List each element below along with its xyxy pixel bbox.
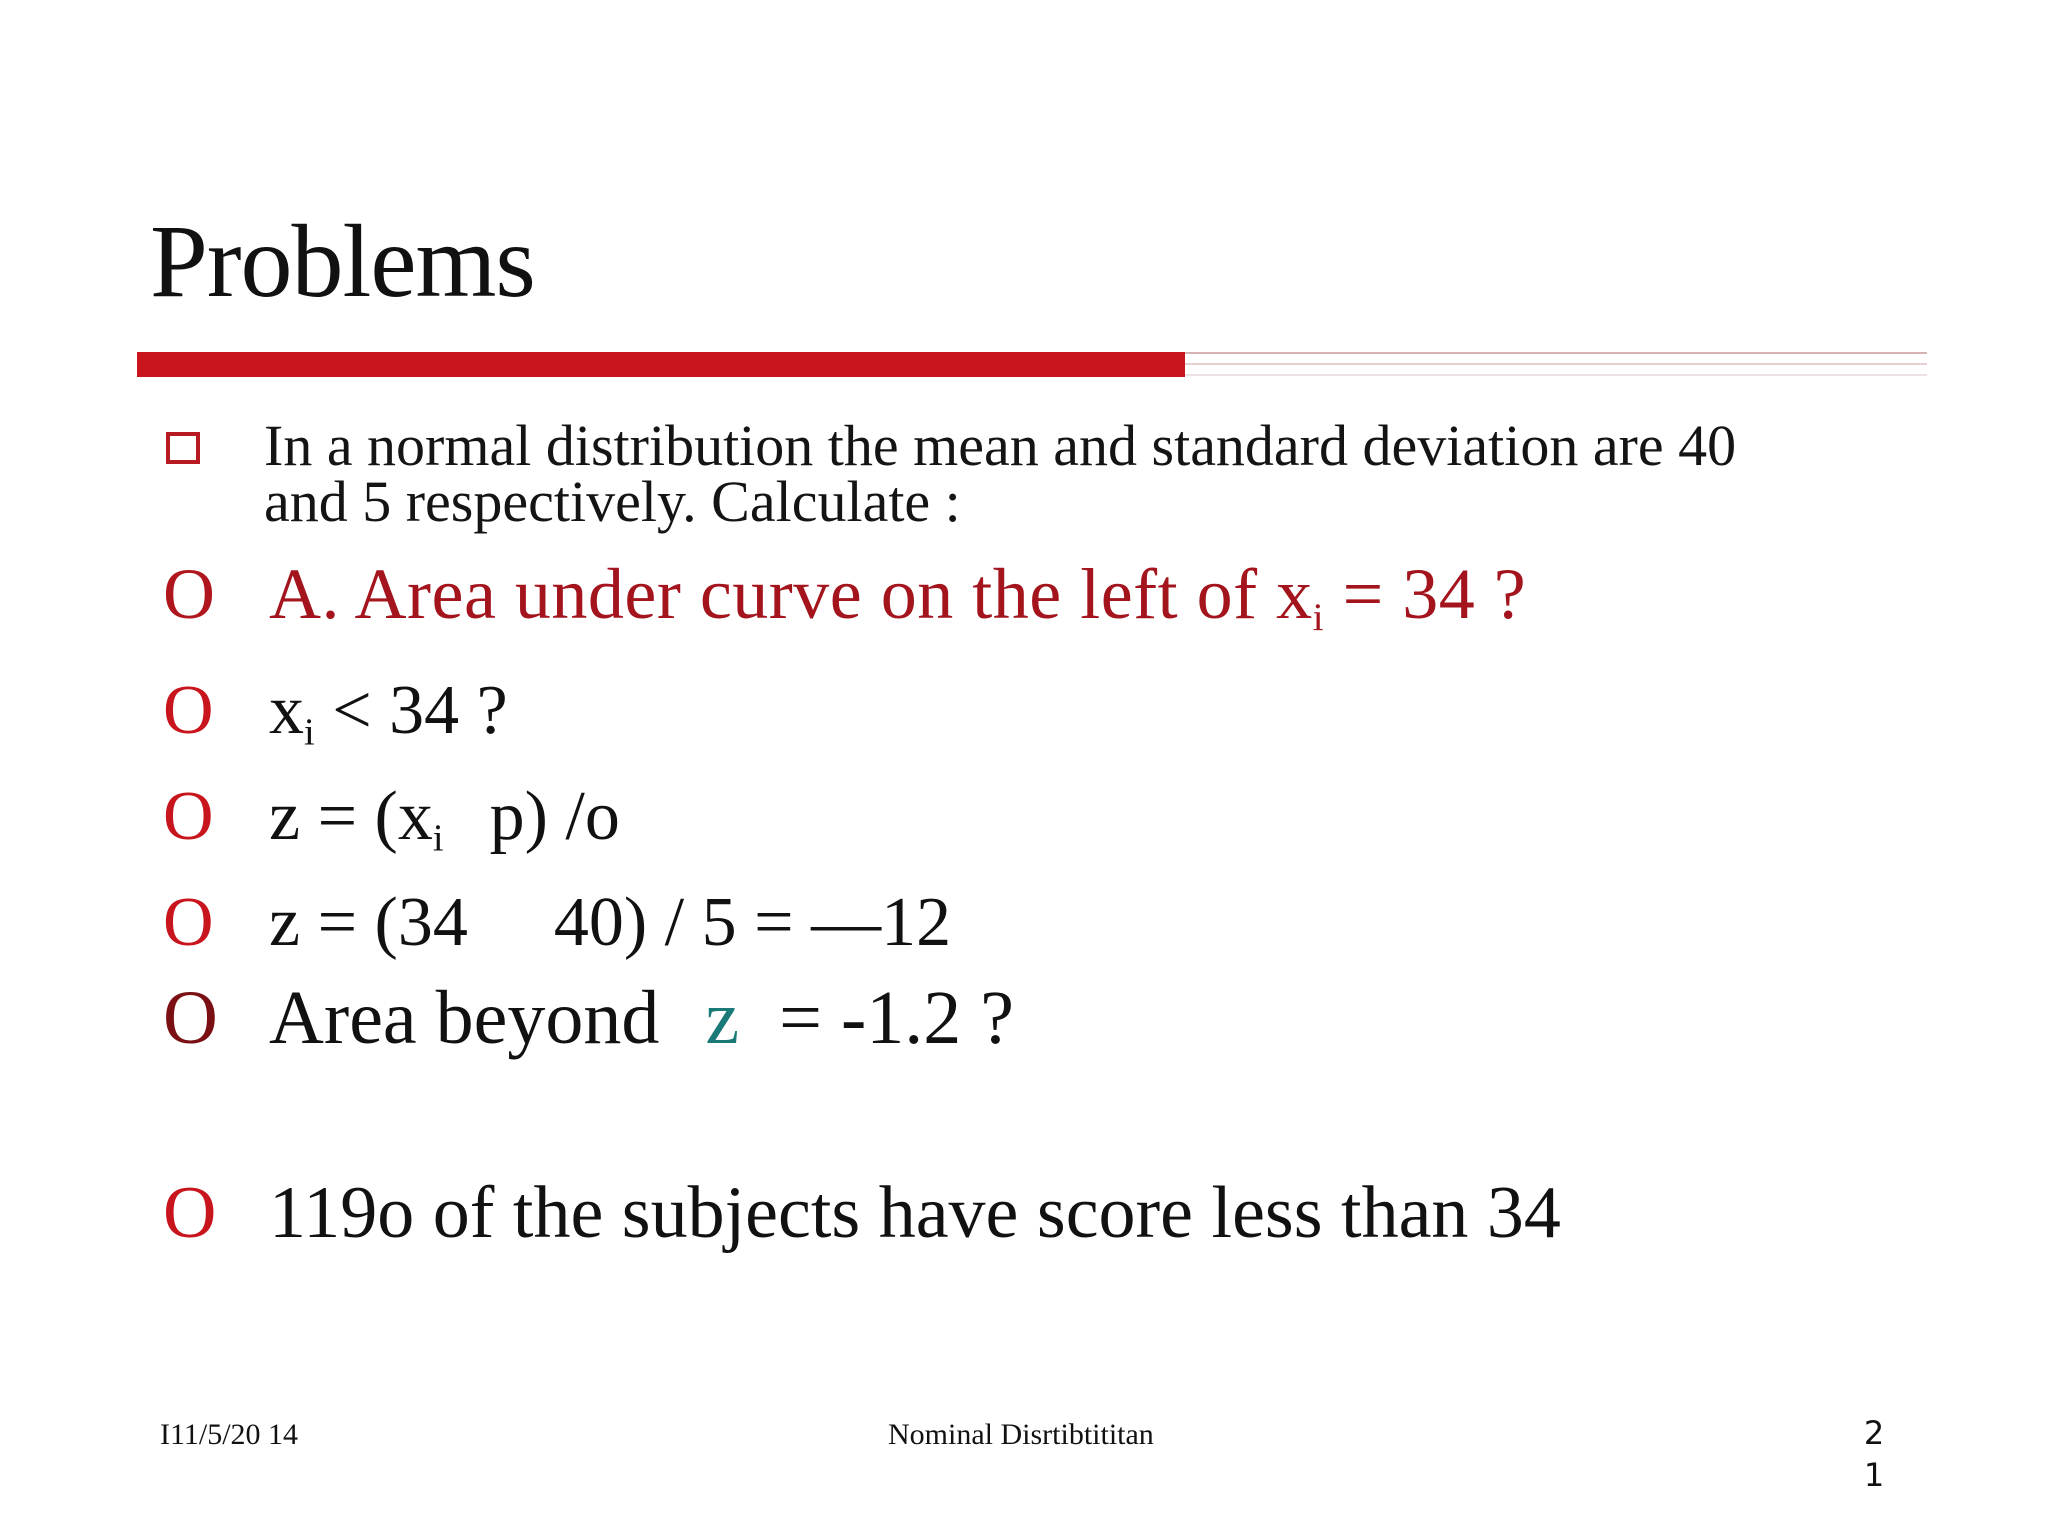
circle-bullet-icon: O: [163, 884, 214, 961]
item-text-part: z = (34: [269, 884, 468, 961]
item-text-part: p) /o: [489, 778, 620, 855]
problem-statement: [264, 413, 1944, 534]
circle-bullet-icon: O: [163, 554, 215, 634]
item-text-part: = -1.2 ?: [779, 976, 1015, 1060]
subscript: i: [304, 711, 315, 754]
square-bullet-icon: [166, 432, 200, 464]
item-text-part: = 34 ?: [1324, 554, 1527, 634]
title-divider-red-bar: [137, 352, 1185, 377]
item-text: [269, 778, 620, 860]
item-text-part: x: [269, 672, 304, 749]
title-divider-line: [1185, 374, 1927, 376]
item-text-part: Area beyond: [269, 976, 660, 1060]
item-text: [269, 976, 1015, 1060]
subscript: i: [1312, 594, 1325, 639]
item-text: 119o of the subjects have score less than 34: [269, 1172, 1561, 1254]
footer-date: I11/5/20 14: [160, 1418, 299, 1451]
slide-number: [1854, 1412, 1894, 1496]
item-text: [269, 554, 1527, 639]
slide-number-digit: 1: [1863, 1456, 1885, 1494]
item-text: [269, 884, 952, 961]
slide-number-digit: 2: [1863, 1414, 1885, 1452]
z-variable: z: [705, 976, 740, 1060]
problem-statement-line-2: and 5 respectively. Calculate :: [264, 469, 961, 534]
title-divider-line: [1185, 363, 1927, 365]
circle-bullet-icon: O: [163, 672, 214, 749]
title-divider-line: [1185, 352, 1927, 354]
item-text-part: 40) / 5 = —12: [553, 884, 952, 961]
subscript: i: [432, 817, 444, 860]
slide-title: Problems: [150, 204, 535, 319]
item-text-part: < 34 ?: [314, 672, 508, 749]
problem-statement-line-1: In a normal distribution the mean and standard deviation are 40: [264, 413, 1737, 478]
footer-title: Nominal Disrtibtititan: [888, 1418, 1154, 1451]
item-text: [269, 672, 508, 754]
item-text-part: z = (x: [269, 778, 433, 855]
item-text-part: A. Area under curve on the left of x: [269, 554, 1313, 634]
title-divider: [137, 350, 1927, 380]
circle-bullet-icon: O: [163, 778, 214, 855]
circle-bullet-icon: O: [163, 1172, 217, 1254]
circle-bullet-icon: O: [163, 976, 218, 1060]
